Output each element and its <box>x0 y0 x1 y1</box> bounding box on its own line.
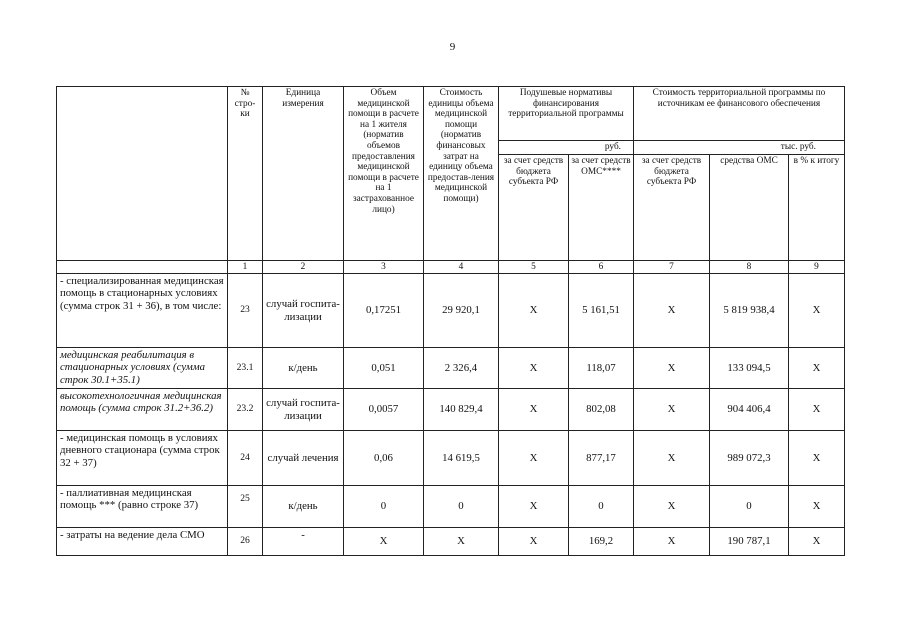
row-volume: X <box>344 528 424 556</box>
colnum-blank <box>57 261 228 274</box>
header-budget-a: за счет средств бюджета субъекта РФ <box>499 155 569 261</box>
row-number: 26 <box>228 528 263 556</box>
row-c9: X <box>789 348 845 389</box>
row-c7: X <box>634 274 710 348</box>
row-c6: 5 161,51 <box>569 274 634 348</box>
column-numbers-row <box>57 261 845 274</box>
row-c5: X <box>499 486 569 528</box>
row-unit: - <box>263 528 344 556</box>
row-c7: X <box>634 389 710 431</box>
row-c6: 877,17 <box>569 431 634 486</box>
header-budget-b: за счет средств бюджета субъекта РФ <box>634 155 710 261</box>
row-label: высокотехнологичная медицинская помощь (сумма строк 31.2+36.2) <box>57 389 228 431</box>
row-c7: X <box>634 486 710 528</box>
row-c8: 904 406,4 <box>710 389 789 431</box>
row-c9: X <box>789 486 845 528</box>
row-cost: X <box>424 528 499 556</box>
row-volume: 0,06 <box>344 431 424 486</box>
table-row <box>57 486 845 528</box>
row-unit: случай госпита-лизации <box>263 389 344 431</box>
table-row <box>57 389 845 431</box>
row-c6: 802,08 <box>569 389 634 431</box>
row-unit: к/день <box>263 348 344 389</box>
colnum-3: 3 <box>344 261 424 274</box>
row-c5: X <box>499 431 569 486</box>
row-label: - затраты на ведение дела СМО <box>57 528 228 556</box>
row-c8: 0 <box>710 486 789 528</box>
colnum-8: 8 <box>710 261 789 274</box>
colnum-5: 5 <box>499 261 569 274</box>
row-label: - паллиативная медицинская помощь *** (равно строке 37) <box>57 486 228 528</box>
row-c6: 118,07 <box>569 348 634 389</box>
header-thous-rub: тыс. руб. <box>634 141 845 155</box>
table-row <box>57 431 845 486</box>
row-number: 25 <box>228 486 263 528</box>
row-number: 23 <box>228 274 263 348</box>
row-c5: X <box>499 274 569 348</box>
row-unit: к/день <box>263 486 344 528</box>
header-label-blank <box>57 87 228 261</box>
row-cost: 14 619,5 <box>424 431 499 486</box>
row-c6: 0 <box>569 486 634 528</box>
header-rub: руб. <box>499 141 634 155</box>
row-c8: 133 094,5 <box>710 348 789 389</box>
colnum-2: 2 <box>263 261 344 274</box>
colnum-9: 9 <box>789 261 845 274</box>
row-c5: X <box>499 528 569 556</box>
row-c7: X <box>634 528 710 556</box>
row-cost: 29 920,1 <box>424 274 499 348</box>
row-volume: 0 <box>344 486 424 528</box>
row-c9: X <box>789 431 845 486</box>
row-unit: случай лечения <box>263 431 344 486</box>
row-c6: 169,2 <box>569 528 634 556</box>
header-unit: Единица измерения <box>263 87 344 261</box>
row-c5: X <box>499 389 569 431</box>
table-row <box>57 274 845 348</box>
row-c8: 5 819 938,4 <box>710 274 789 348</box>
row-label: медицинская реабилитация в стационарных условиях (сумма строк 30.1+35.1) <box>57 348 228 389</box>
header-cost: Стоимость единицы объема медицинской помощи (норматив финансовых затрат на единицу объема предостав-ления медицинской помощи) <box>424 87 499 261</box>
colnum-6: 6 <box>569 261 634 274</box>
row-c8: 190 787,1 <box>710 528 789 556</box>
row-label: - медицинская помощь в условиях дневного стационара (сумма строк 32 + 37) <box>57 431 228 486</box>
row-c8: 989 072,3 <box>710 431 789 486</box>
header-row-no: № стро-ки <box>228 87 263 261</box>
header-oms-a: за счет средств ОМС**** <box>569 155 634 261</box>
header-program-cost: Стоимость территориальной программы по источникам ее финансового обеспечения <box>634 87 845 141</box>
row-c5: X <box>499 348 569 389</box>
row-c9: X <box>789 274 845 348</box>
colnum-7: 7 <box>634 261 710 274</box>
page-number: 9 <box>449 41 456 53</box>
row-number: 23.2 <box>228 389 263 431</box>
row-label: - специализированная медицинская помощь в стационарных условиях (сумма строк 31 + 36), в том числе: <box>57 274 228 348</box>
table-row <box>57 528 845 556</box>
header-percent: в % к итогу <box>789 155 845 261</box>
colnum-1: 1 <box>228 261 263 274</box>
row-c9: X <box>789 528 845 556</box>
row-cost: 140 829,4 <box>424 389 499 431</box>
header-norms: Подушевые нормативы финансирования территориальной программы <box>499 87 634 141</box>
header-oms-b: средства ОМС <box>710 155 789 261</box>
row-cost: 2 326,4 <box>424 348 499 389</box>
row-c7: X <box>634 431 710 486</box>
row-number: 23.1 <box>228 348 263 389</box>
row-volume: 0,0057 <box>344 389 424 431</box>
row-unit: случай госпита-лизации <box>263 274 344 348</box>
table-row <box>57 348 845 389</box>
row-cost: 0 <box>424 486 499 528</box>
row-c7: X <box>634 348 710 389</box>
row-c9: X <box>789 389 845 431</box>
row-volume: 0,051 <box>344 348 424 389</box>
row-volume: 0,17251 <box>344 274 424 348</box>
header-row-1 <box>57 87 845 141</box>
colnum-4: 4 <box>424 261 499 274</box>
row-number: 24 <box>228 431 263 486</box>
financing-table <box>56 86 845 556</box>
header-volume: Объем медицинской помощи в расчете на 1 жителя (норматив объемов предоставления медицинской помощи в расчете на 1 застрахованное лицо) <box>344 87 424 261</box>
